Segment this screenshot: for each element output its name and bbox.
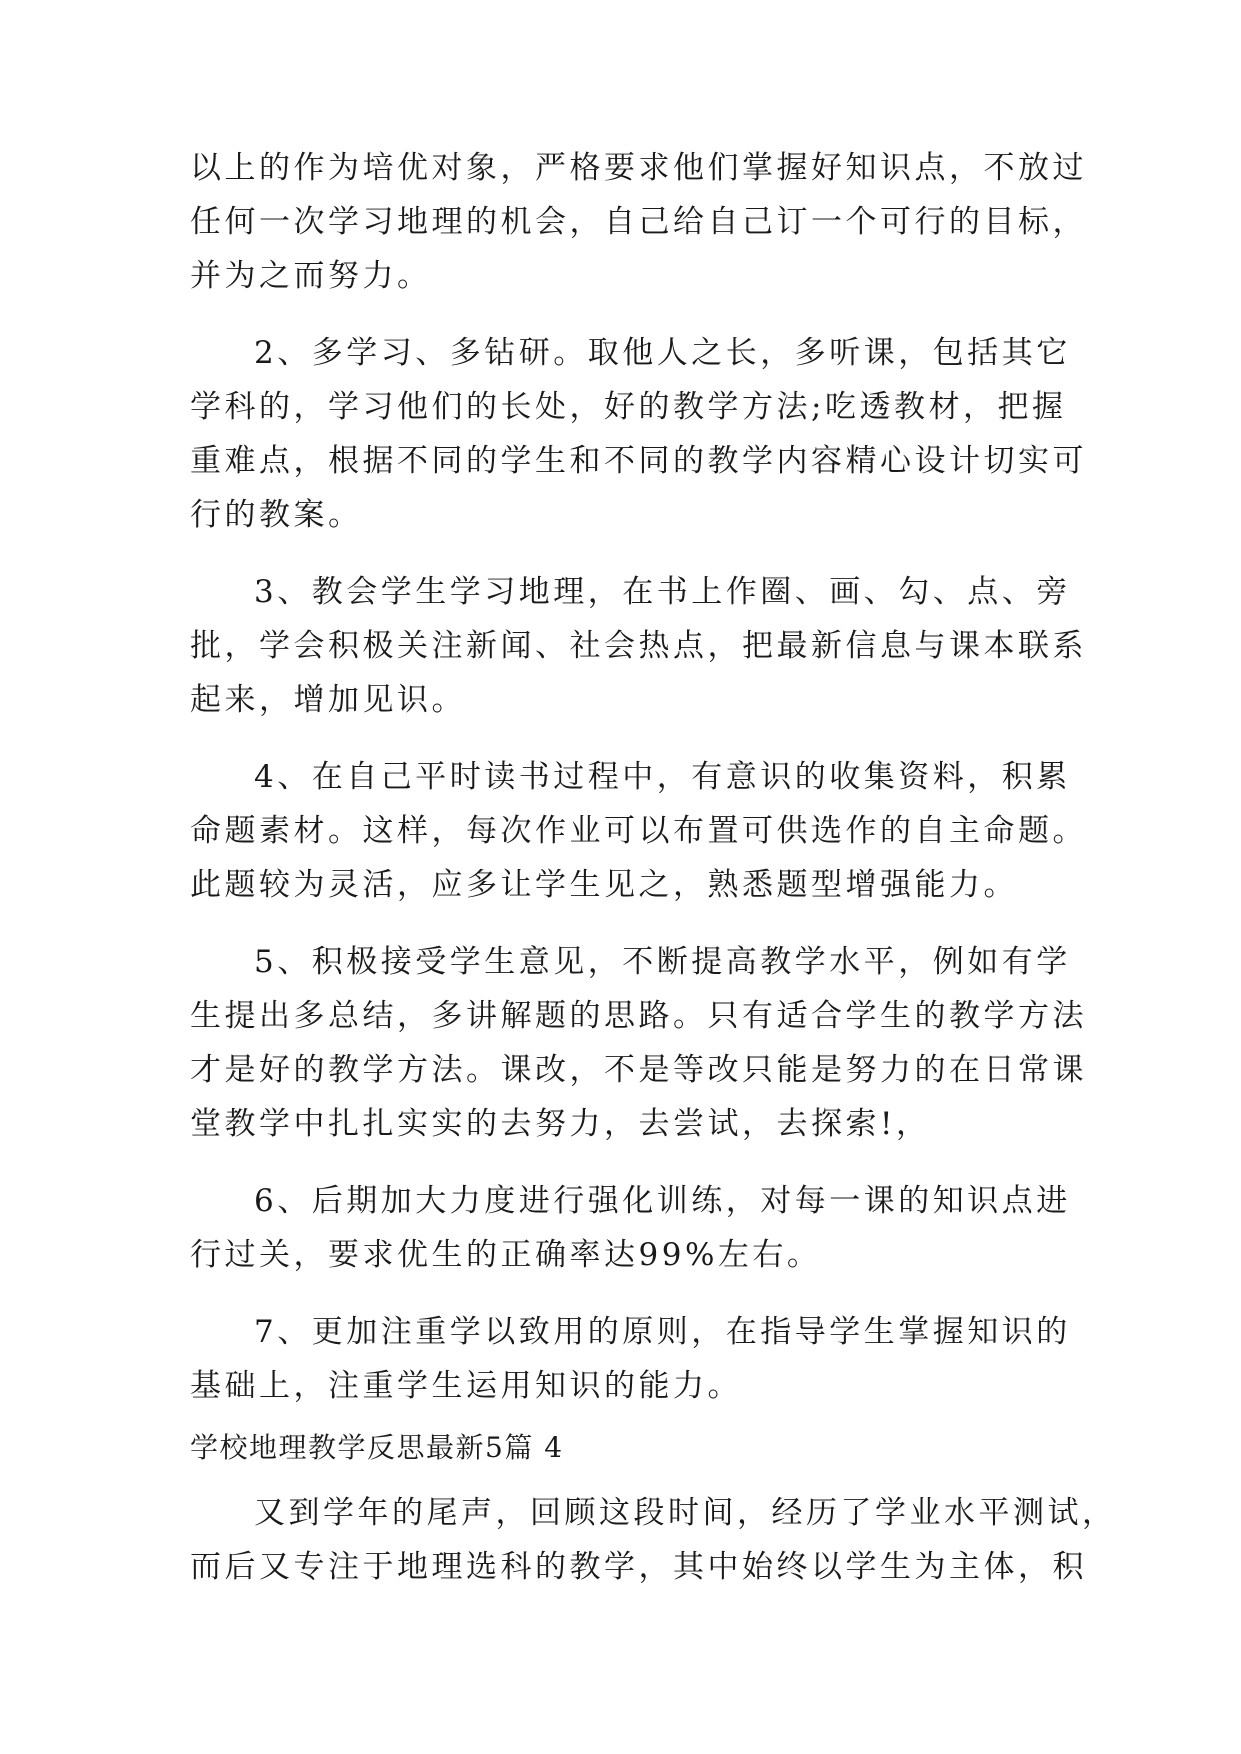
paragraph-line: 基础上，注重学生运用知识的能力。 [190,1368,742,1404]
paragraph-line: 而后又专注于地理选科的教学，其中始终以学生为主体，积 [190,1549,1087,1585]
paragraph-line: 并为之而努力。 [190,258,432,294]
paragraph-line: 又到学年的尾声，回顾这段时间，经历了学业水平测试， [254,1495,1117,1531]
paragraph-line: 以上的作为培优对象，严格要求他们掌握好知识点，不放过 [190,150,1087,186]
paragraph-line: 行过关，要求优生的正确率达99%左右。 [190,1237,822,1273]
paragraph-line: 行的教案。 [190,497,363,533]
paragraph-line: 7、更加注重学以致用的原则，在指导学生掌握知识的 [254,1314,1071,1350]
paragraph-line: 6、后期加大力度进行强化训练，对每一课的知识点进 [254,1183,1071,1219]
paragraph-line: 5、积极接受学生意见，不断提高教学水平，例如有学 [254,944,1071,980]
paragraph-line: 起来，增加见识。 [190,682,466,718]
paragraph-line: 生提出多总结，多讲解题的思路。只有适合学生的教学方法 [190,998,1087,1034]
paragraph-line: 堂教学中扎扎实实的去努力，去尝试，去探索!， [190,1106,931,1142]
paragraph-line: 命题素材。这样，每次作业可以布置可供选作的自主命题。 [190,813,1087,849]
paragraph-line: 重难点，根据不同的学生和不同的教学内容精心设计切实可 [190,443,1087,479]
paragraph-line: 才是好的教学方法。课改，不是等改只能是努力的在日常课 [190,1052,1087,1088]
paragraph-line: 此题较为灵活，应多让学生见之，熟悉题型增强能力。 [190,867,1018,903]
paragraph-line: 批，学会积极关注新闻、社会热点，把最新信息与课本联系 [190,628,1087,664]
section-heading: 学校地理教学反思最新5篇 4 [190,1431,564,1464]
paragraph-line: 学科的，学习他们的长处，好的教学方法;吃透教材，把握 [190,389,1067,425]
paragraph-line: 2、多学习、多钻研。取他人之长，多听课，包括其它 [254,335,1071,371]
paragraph-line: 任何一次学习地理的机会，自己给自己订一个可行的目标， [190,204,1087,240]
paragraph-line: 4、在自己平时读书过程中，有意识的收集资料，积累 [254,759,1071,795]
paragraph-line: 3、教会学生学习地理，在书上作圈、画、勾、点、旁 [254,574,1071,610]
